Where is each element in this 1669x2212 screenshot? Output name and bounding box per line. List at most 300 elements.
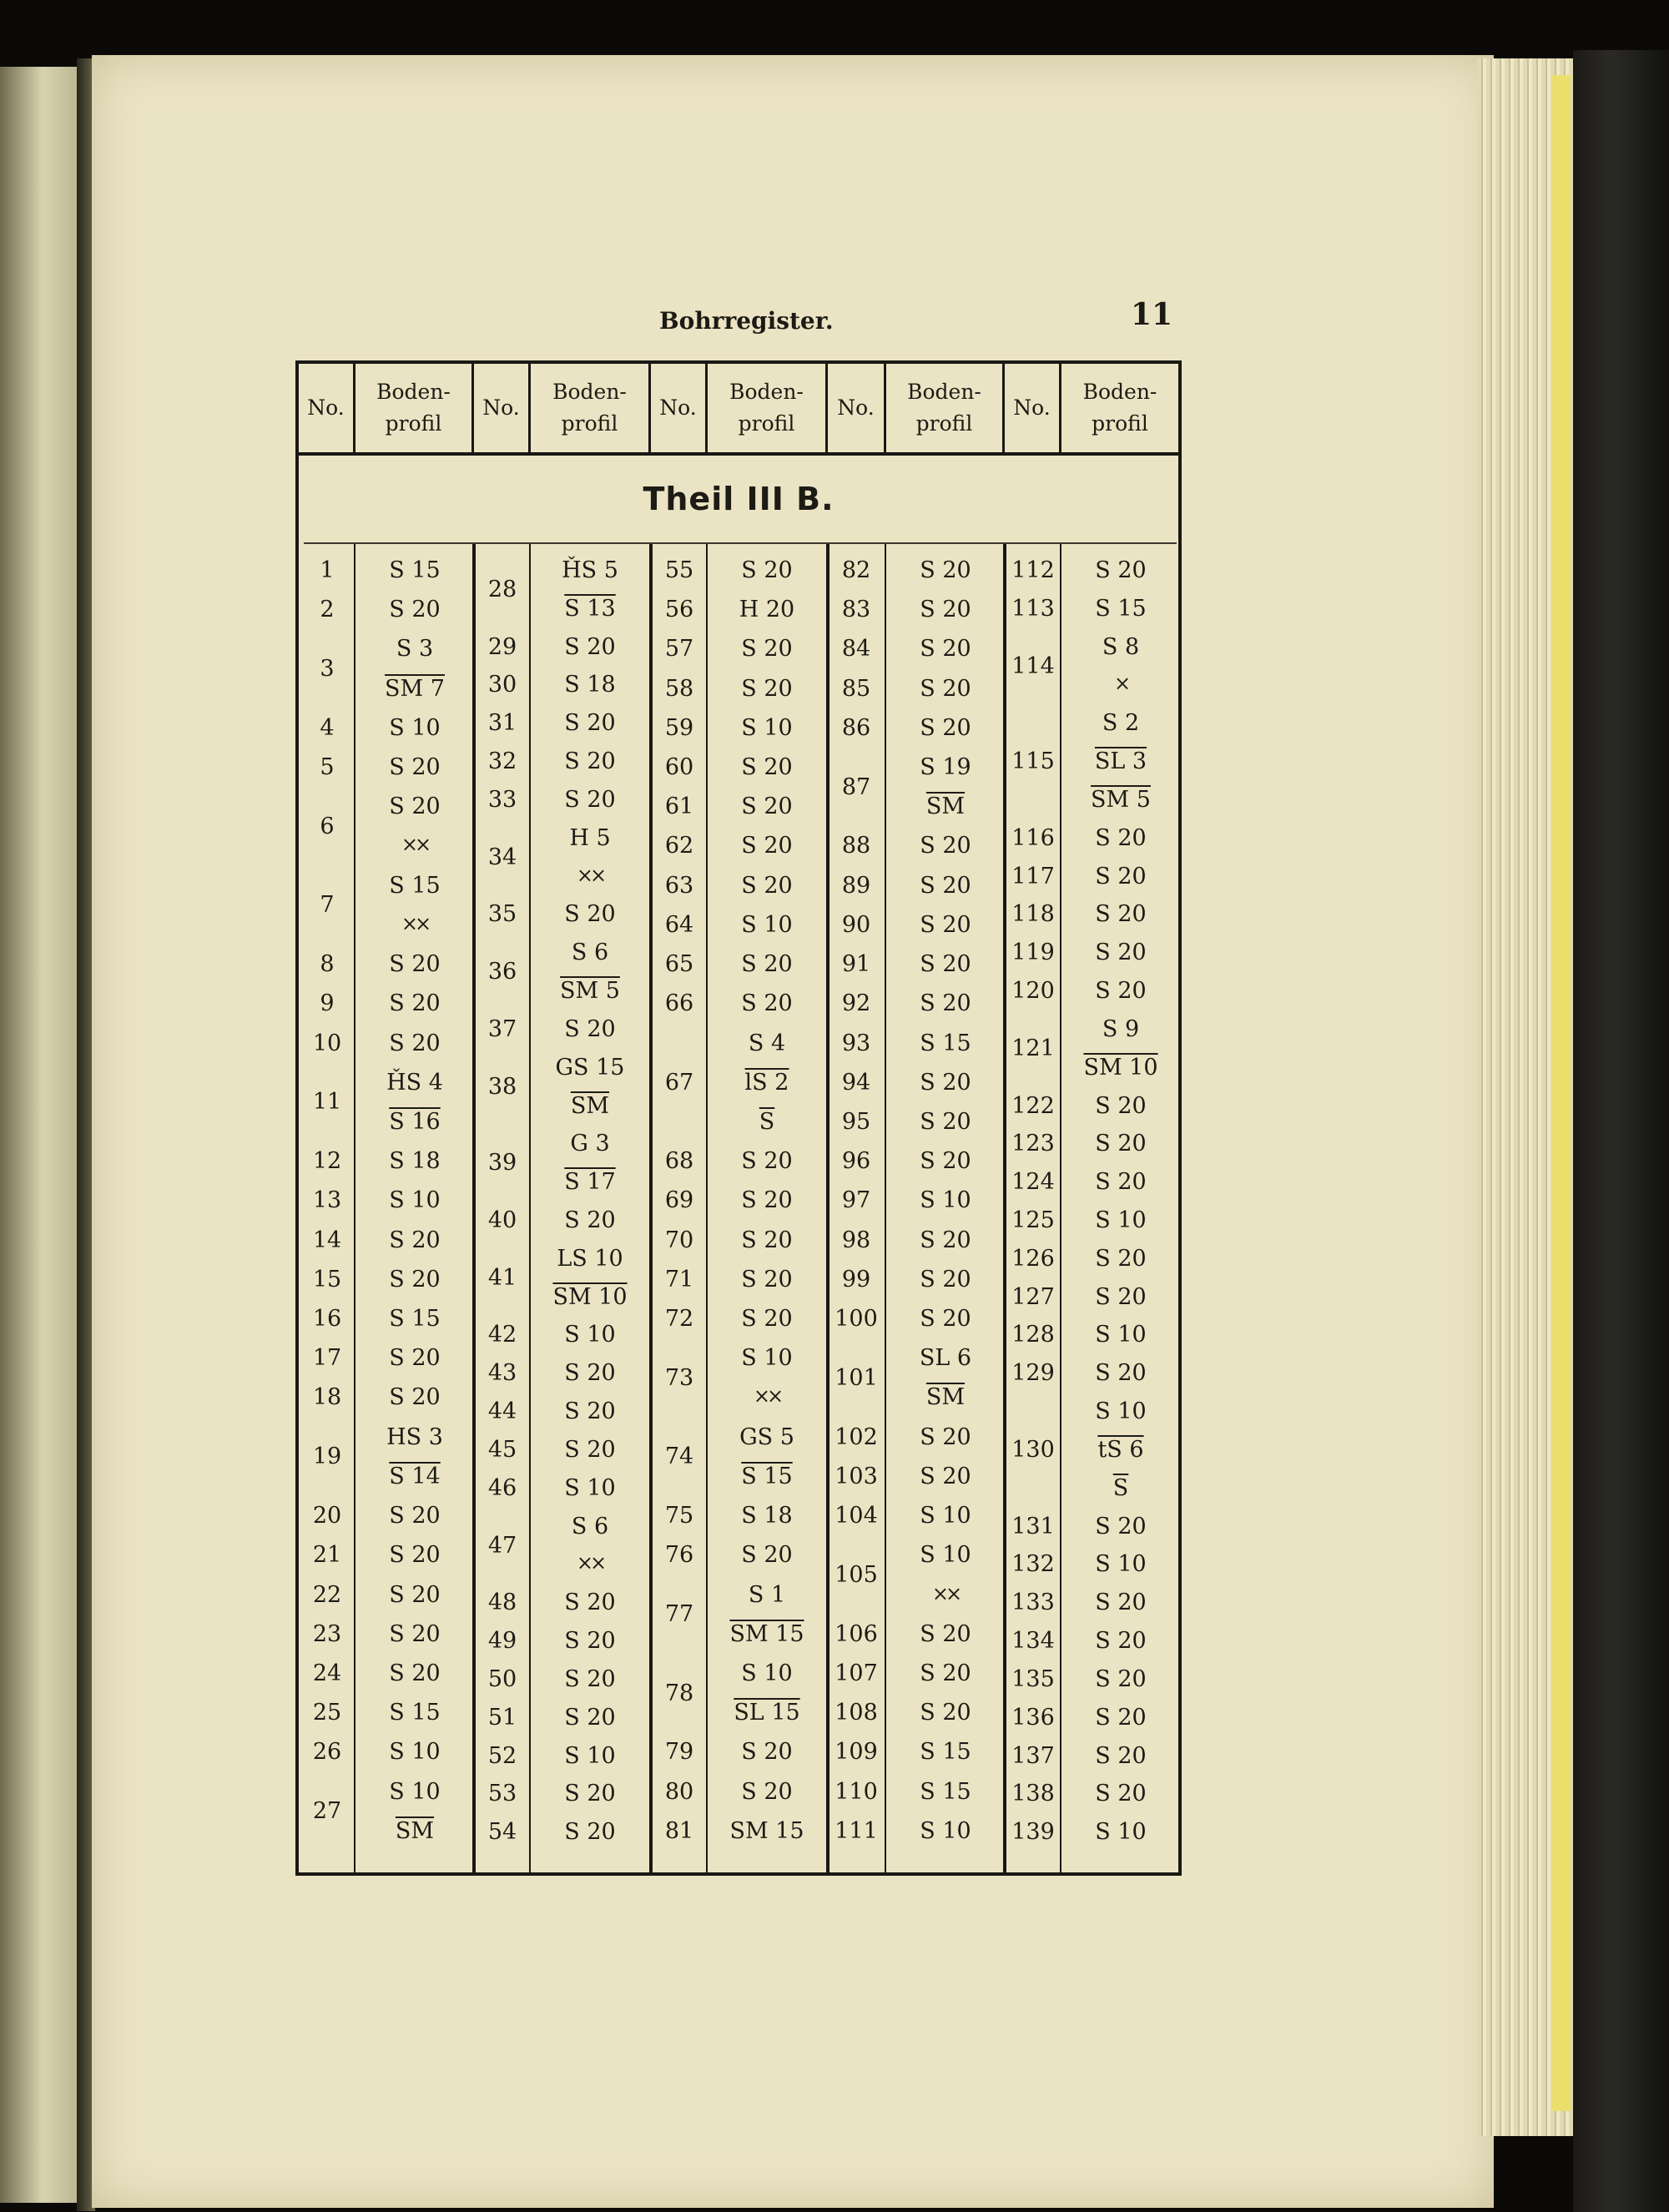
row-number: 73 xyxy=(664,1364,694,1391)
soil-profile: S 20 xyxy=(564,1360,616,1387)
soil-profile: S 20 xyxy=(564,1704,616,1731)
row-number: 70 xyxy=(664,1227,694,1253)
row-number: 105 xyxy=(834,1561,878,1588)
row-number: 110 xyxy=(834,1778,878,1805)
soil-profile: S 20 xyxy=(389,1266,441,1292)
row-number: 131 xyxy=(1011,1513,1055,1539)
borehole-register-table xyxy=(295,360,1182,1876)
soil-profile: S 20 xyxy=(741,990,793,1017)
soil-profile: S 20 xyxy=(1095,1169,1147,1196)
row-number: 69 xyxy=(664,1187,694,1214)
soil-profile: S 15 xyxy=(1095,595,1147,622)
soil-profile: S 20 xyxy=(564,1436,616,1463)
row-number: 25 xyxy=(312,1700,342,1726)
soil-profile: S 20 xyxy=(1095,1092,1147,1119)
row-number: 50 xyxy=(487,1665,517,1692)
row-number: 26 xyxy=(312,1739,342,1766)
row-number: 119 xyxy=(1011,940,1055,966)
row-number: 80 xyxy=(664,1778,694,1805)
soil-profile: S 20 xyxy=(389,1384,441,1411)
row-number: 97 xyxy=(841,1187,871,1214)
row-number: 89 xyxy=(841,872,871,899)
row-number: 85 xyxy=(841,675,871,702)
soil-profile: S 20 xyxy=(1095,1513,1147,1539)
row-number: 121 xyxy=(1011,1035,1055,1061)
row-number: 134 xyxy=(1011,1628,1055,1655)
row-number: 113 xyxy=(1011,595,1055,622)
soil-profile-sublayer: SL 15 xyxy=(734,1700,800,1726)
header-bodenprofil: Boden- profil xyxy=(886,364,1005,452)
soil-profile: S 10 xyxy=(564,1742,616,1769)
soil-profile-sublayer: tS 6 xyxy=(1097,1436,1144,1463)
soil-profile: S 20 xyxy=(1095,1245,1147,1272)
row-number: 23 xyxy=(312,1620,342,1647)
soil-profile-sublayer: ×× xyxy=(401,911,429,935)
row-number: 28 xyxy=(487,576,517,602)
row-number: 64 xyxy=(664,911,694,938)
facing-page-edge xyxy=(0,67,77,2203)
soil-profile: S 20 xyxy=(389,951,441,978)
row-number: 2 xyxy=(320,597,335,623)
soil-profile: S 20 xyxy=(1095,1742,1147,1769)
soil-profile: S 20 xyxy=(741,636,793,663)
row-number: 120 xyxy=(1011,978,1055,1005)
soil-profile: S 10 xyxy=(741,1345,793,1372)
row-number: 31 xyxy=(487,710,517,737)
header-bodenprofil: Boden- profil xyxy=(355,364,474,452)
row-number: 68 xyxy=(664,1148,694,1175)
soil-profile: S 20 xyxy=(741,1778,793,1805)
soil-profile: S 20 xyxy=(389,990,441,1017)
row-number: 36 xyxy=(487,959,517,985)
row-number: 30 xyxy=(487,672,517,698)
row-number: 27 xyxy=(312,1798,342,1825)
soil-profile: S 20 xyxy=(741,675,793,702)
soil-profile: S 18 xyxy=(389,1148,441,1175)
row-number: 111 xyxy=(834,1817,878,1844)
row-number: 35 xyxy=(487,901,517,928)
soil-profile: S 3 xyxy=(396,636,434,663)
soil-profile: S 20 xyxy=(1095,1665,1147,1692)
soil-profile: S 20 xyxy=(741,1227,793,1253)
soil-profile: S 20 xyxy=(1095,901,1147,928)
row-number: 19 xyxy=(312,1444,342,1470)
soil-profile: S 20 xyxy=(920,1463,971,1489)
soil-profile: S 20 xyxy=(564,1665,616,1692)
soil-profile: S 20 xyxy=(741,1266,793,1292)
soil-profile: S 20 xyxy=(389,1660,441,1686)
running-header: Bohrregister. xyxy=(659,307,834,335)
row-number: 41 xyxy=(487,1264,517,1291)
soil-profile: S 20 xyxy=(920,714,971,741)
row-number: 53 xyxy=(487,1781,517,1807)
soil-profile: S 20 xyxy=(389,1030,441,1056)
soil-profile-sublayer: ×× xyxy=(576,863,604,887)
row-number: 20 xyxy=(312,1503,342,1529)
row-number: 130 xyxy=(1011,1436,1055,1463)
soil-profile: S 20 xyxy=(389,794,441,820)
soil-profile: S 20 xyxy=(920,1620,971,1647)
row-number: 60 xyxy=(664,754,694,781)
row-number: 122 xyxy=(1011,1092,1055,1119)
soil-profile: HS 3 xyxy=(386,1423,443,1450)
soil-profile: S 6 xyxy=(571,940,609,966)
soil-profile: S 20 xyxy=(920,1227,971,1253)
soil-profile: S 20 xyxy=(920,675,971,702)
soil-profile: S 20 xyxy=(564,1207,616,1233)
soil-profile: S 20 xyxy=(741,754,793,781)
section-title: Theil III B. xyxy=(643,481,834,517)
soil-profile: S 20 xyxy=(741,557,793,583)
row-number: 5 xyxy=(320,754,335,781)
soil-profile: S 20 xyxy=(564,1590,616,1616)
row-number: 46 xyxy=(487,1474,517,1501)
soil-profile: S 2 xyxy=(1102,710,1140,737)
row-number: 93 xyxy=(841,1030,871,1056)
soil-profile: S 10 xyxy=(1095,1207,1147,1233)
row-number: 52 xyxy=(487,1742,517,1769)
soil-profile: S 20 xyxy=(920,1423,971,1450)
row-number: 14 xyxy=(312,1227,342,1253)
soil-profile: S 20 xyxy=(1095,863,1147,889)
row-number: 99 xyxy=(841,1266,871,1292)
soil-profile: S 10 xyxy=(564,1322,616,1348)
row-number: 117 xyxy=(1011,863,1055,889)
soil-profile: GS 5 xyxy=(739,1423,794,1450)
row-number: 3 xyxy=(320,656,335,683)
row-number: 77 xyxy=(664,1601,694,1628)
row-number: 18 xyxy=(312,1384,342,1411)
soil-profile: S 20 xyxy=(920,1700,971,1726)
soil-profile: S 6 xyxy=(571,1513,609,1539)
row-number: 67 xyxy=(664,1069,694,1096)
soil-profile-sublayer: ×× xyxy=(753,1384,781,1408)
soil-profile-sublayer: × xyxy=(1113,672,1128,696)
row-number: 109 xyxy=(834,1739,878,1766)
soil-profile: S 20 xyxy=(920,1266,971,1292)
soil-profile: S 20 xyxy=(920,1069,971,1096)
soil-profile: S 20 xyxy=(564,1819,616,1846)
row-number: 58 xyxy=(664,675,694,702)
row-number: 45 xyxy=(487,1436,517,1463)
soil-profile: S 20 xyxy=(564,633,616,660)
row-number: 118 xyxy=(1011,901,1055,928)
soil-profile: S 4 xyxy=(748,1030,786,1056)
soil-profile: ȞS 4 xyxy=(386,1069,443,1096)
soil-profile: S 20 xyxy=(564,786,616,813)
row-number: 49 xyxy=(487,1628,517,1655)
row-number: 61 xyxy=(664,794,694,820)
soil-profile: S 18 xyxy=(564,672,616,698)
soil-profile: S 20 xyxy=(1095,1283,1147,1310)
soil-profile: ȞS 5 xyxy=(562,557,618,583)
soil-profile-sublayer: $\overline{S}$ xyxy=(759,1108,775,1135)
soil-profile: GS 15 xyxy=(555,1054,625,1081)
row-number: 17 xyxy=(312,1345,342,1372)
soil-profile: S 8 xyxy=(1102,633,1140,660)
row-number: 66 xyxy=(664,990,694,1017)
row-number: 65 xyxy=(664,951,694,978)
soil-profile: S 15 xyxy=(920,1739,971,1766)
row-number: 76 xyxy=(664,1542,694,1569)
row-number: 114 xyxy=(1011,653,1055,679)
row-number: 32 xyxy=(487,748,517,775)
row-number: 12 xyxy=(312,1148,342,1175)
row-number: 34 xyxy=(487,844,517,870)
row-number: 133 xyxy=(1011,1590,1055,1616)
soil-profile: S 20 xyxy=(564,901,616,928)
soil-profile: H 20 xyxy=(739,597,795,623)
row-number: 116 xyxy=(1011,824,1055,851)
soil-profile-sublayer: S 13 xyxy=(564,595,616,622)
row-number: 106 xyxy=(834,1620,878,1647)
row-number: 37 xyxy=(487,1015,517,1042)
soil-profile: S 20 xyxy=(389,597,441,623)
soil-profile: S 20 xyxy=(920,1660,971,1686)
soil-profile: S 20 xyxy=(741,1148,793,1175)
soil-profile: S 20 xyxy=(741,833,793,859)
row-number: 91 xyxy=(841,951,871,978)
soil-profile: S 10 xyxy=(920,1503,971,1529)
row-number: 88 xyxy=(841,833,871,859)
row-number: 43 xyxy=(487,1360,517,1387)
soil-profile: S 20 xyxy=(920,833,971,859)
row-number: 90 xyxy=(841,911,871,938)
soil-profile: S 18 xyxy=(741,1503,793,1529)
row-number: 98 xyxy=(841,1227,871,1253)
soil-profile: S 20 xyxy=(389,1581,441,1608)
row-number: 38 xyxy=(487,1073,517,1100)
header-no: No. xyxy=(651,364,708,452)
soil-profile: S 20 xyxy=(564,748,616,775)
soil-profile: S 10 xyxy=(741,911,793,938)
soil-profile: S 10 xyxy=(920,1187,971,1214)
soil-profile: S 20 xyxy=(920,911,971,938)
row-number: 7 xyxy=(320,892,335,919)
row-number: 94 xyxy=(841,1069,871,1096)
soil-profile: S 20 xyxy=(1095,978,1147,1005)
soil-profile: S 15 xyxy=(389,1700,441,1726)
row-number: 13 xyxy=(312,1187,342,1214)
soil-profile-sublayer: S 14 xyxy=(389,1463,441,1489)
header-no: No. xyxy=(1005,364,1061,452)
row-number: 139 xyxy=(1011,1819,1055,1846)
row-number: 24 xyxy=(312,1660,342,1686)
row-number: 136 xyxy=(1011,1704,1055,1731)
row-number: 16 xyxy=(312,1306,342,1333)
soil-profile: S 20 xyxy=(1095,1781,1147,1807)
row-number: 29 xyxy=(487,633,517,660)
soil-profile-sublayer: ×× xyxy=(576,1551,604,1575)
soil-profile: S 15 xyxy=(920,1030,971,1056)
soil-profile: S 15 xyxy=(389,1306,441,1333)
row-number: 79 xyxy=(664,1739,694,1766)
header-no: No. xyxy=(299,364,355,452)
row-number: 100 xyxy=(834,1306,878,1333)
soil-profile-sublayer: SM 10 xyxy=(552,1283,628,1310)
soil-profile: S 20 xyxy=(920,1108,971,1135)
soil-profile: G 3 xyxy=(570,1131,610,1157)
soil-profile-sublayer: S 16 xyxy=(389,1108,441,1135)
row-number: 108 xyxy=(834,1700,878,1726)
soil-profile-sublayer: S 15 xyxy=(741,1463,793,1489)
row-number: 86 xyxy=(841,714,871,741)
row-number: 59 xyxy=(664,714,694,741)
soil-profile: S 20 xyxy=(564,1015,616,1042)
soil-profile: S 20 xyxy=(741,1739,793,1766)
row-number: 92 xyxy=(841,990,871,1017)
header-no: No. xyxy=(474,364,531,452)
soil-profile: S 20 xyxy=(1095,1131,1147,1157)
soil-profile: S 15 xyxy=(920,1778,971,1805)
header-bodenprofil: Boden- profil xyxy=(1082,380,1157,436)
soil-profile: S 20 xyxy=(389,1620,441,1647)
soil-profile: S 10 xyxy=(920,1817,971,1844)
row-number: 83 xyxy=(841,597,871,623)
soil-profile: S 20 xyxy=(389,1503,441,1529)
soil-profile: S 20 xyxy=(564,1628,616,1655)
row-number: 4 xyxy=(320,714,335,741)
soil-profile: S 10 xyxy=(389,1187,441,1214)
section-divider xyxy=(304,542,1177,544)
row-number: 9 xyxy=(320,990,335,1017)
soil-profile: S 20 xyxy=(741,1306,793,1333)
soil-profile: S 20 xyxy=(741,872,793,899)
row-number: 51 xyxy=(487,1704,517,1731)
soil-profile-sublayer: SM 10 xyxy=(1083,1054,1158,1081)
soil-profile: S 20 xyxy=(741,794,793,820)
soil-profile: S 10 xyxy=(1095,1551,1147,1578)
row-number: 75 xyxy=(664,1503,694,1529)
row-number: 132 xyxy=(1011,1551,1055,1578)
row-number: 87 xyxy=(841,773,871,800)
row-number: 72 xyxy=(664,1306,694,1333)
soil-profile: S 10 xyxy=(564,1474,616,1501)
soil-profile: S 20 xyxy=(389,1227,441,1253)
row-number: 129 xyxy=(1011,1360,1055,1387)
soil-profile: S 10 xyxy=(741,1660,793,1686)
soil-profile: S 20 xyxy=(741,1542,793,1569)
soil-profile: S 10 xyxy=(741,714,793,741)
row-number: 78 xyxy=(664,1680,694,1706)
row-number: 8 xyxy=(320,951,335,978)
soil-profile: LS 10 xyxy=(557,1245,623,1272)
soil-profile: S 9 xyxy=(1102,1015,1140,1042)
soil-profile-sublayer: ×× xyxy=(401,833,429,857)
soil-profile: S 20 xyxy=(1095,1628,1147,1655)
row-number: 104 xyxy=(834,1503,878,1529)
soil-profile-sublayer: SM 5 xyxy=(1091,786,1151,813)
row-number: 101 xyxy=(834,1364,878,1391)
soil-profile: S 20 xyxy=(920,1148,971,1175)
gilt-edge xyxy=(1552,75,1571,2111)
table-header-row xyxy=(299,364,1178,456)
soil-profile: S 10 xyxy=(920,1542,971,1569)
row-number: 62 xyxy=(664,833,694,859)
header-bodenprofil: Boden- profil xyxy=(531,364,651,452)
soil-profile: S 20 xyxy=(920,636,971,663)
soil-profile: S 1 xyxy=(748,1581,786,1608)
row-number: 124 xyxy=(1011,1169,1055,1196)
book-cover xyxy=(1573,50,1669,2212)
row-number: 138 xyxy=(1011,1781,1055,1807)
soil-profile: S 10 xyxy=(1095,1819,1147,1846)
row-number: 71 xyxy=(664,1266,694,1292)
soil-profile: S 20 xyxy=(1095,940,1147,966)
row-number: 40 xyxy=(487,1207,517,1233)
row-number: 33 xyxy=(487,786,517,813)
soil-profile: S 20 xyxy=(920,990,971,1017)
row-number: 22 xyxy=(312,1581,342,1608)
row-number: 56 xyxy=(664,597,694,623)
row-number: 10 xyxy=(312,1030,342,1056)
row-number: 96 xyxy=(841,1148,871,1175)
soil-profile-sublayer: $\overline{SM}$ xyxy=(925,1384,966,1411)
row-number: 128 xyxy=(1011,1322,1055,1348)
soil-profile: S 10 xyxy=(1095,1322,1147,1348)
row-number: 57 xyxy=(664,636,694,663)
soil-profile-sublayer: $\overline{SM}$ xyxy=(570,1092,610,1119)
soil-profile: S 20 xyxy=(920,872,971,899)
row-number: 15 xyxy=(312,1266,342,1292)
row-number: 74 xyxy=(664,1444,694,1470)
soil-profile-sublayer: SM 7 xyxy=(385,675,445,702)
soil-profile: S 20 xyxy=(564,710,616,737)
soil-profile: S 20 xyxy=(389,1542,441,1569)
row-number: 127 xyxy=(1011,1283,1055,1310)
soil-profile: S 20 xyxy=(741,1187,793,1214)
row-number: 103 xyxy=(834,1463,878,1489)
soil-profile: S 20 xyxy=(920,597,971,623)
row-number: 137 xyxy=(1011,1742,1055,1769)
row-number: 115 xyxy=(1011,748,1055,775)
soil-profile-sublayer: SM 5 xyxy=(560,978,620,1005)
soil-profile: S 20 xyxy=(1095,1360,1147,1387)
soil-profile-sublayer: ×× xyxy=(931,1581,960,1605)
soil-profile: S 20 xyxy=(1095,824,1147,851)
soil-profile: S 20 xyxy=(920,557,971,583)
soil-profile-sublayer: $\overline{SM}$ xyxy=(395,1817,435,1844)
row-number: 82 xyxy=(841,557,871,583)
soil-profile: H 5 xyxy=(569,824,611,851)
soil-profile-sublayer: $\overline{SM}$ xyxy=(925,794,966,820)
row-number: 126 xyxy=(1011,1245,1055,1272)
row-number: 21 xyxy=(312,1542,342,1569)
row-number: 44 xyxy=(487,1398,517,1425)
row-number: 135 xyxy=(1011,1665,1055,1692)
row-number: 63 xyxy=(664,872,694,899)
soil-profile: S 20 xyxy=(1095,1704,1147,1731)
soil-profile: S 15 xyxy=(389,872,441,899)
row-number: 11 xyxy=(312,1089,342,1116)
soil-profile-sublayer: $\overline{S}$ xyxy=(1112,1474,1129,1501)
header-no: No. xyxy=(828,364,886,452)
soil-profile: S 19 xyxy=(920,754,971,781)
row-number: 84 xyxy=(841,636,871,663)
soil-profile-sublayer: lS 2 xyxy=(744,1069,789,1096)
row-number: 102 xyxy=(834,1423,878,1450)
soil-profile: S 20 xyxy=(741,951,793,978)
row-number: 39 xyxy=(487,1150,517,1177)
header-bodenprofil: Boden- profil xyxy=(708,364,828,452)
row-number: 123 xyxy=(1011,1131,1055,1157)
row-number: 42 xyxy=(487,1322,517,1348)
row-number: 6 xyxy=(320,813,335,839)
row-number: 54 xyxy=(487,1819,517,1846)
page-number: 11 xyxy=(1131,297,1173,332)
row-number: 112 xyxy=(1011,557,1055,583)
soil-profile: SL 6 xyxy=(919,1345,972,1372)
